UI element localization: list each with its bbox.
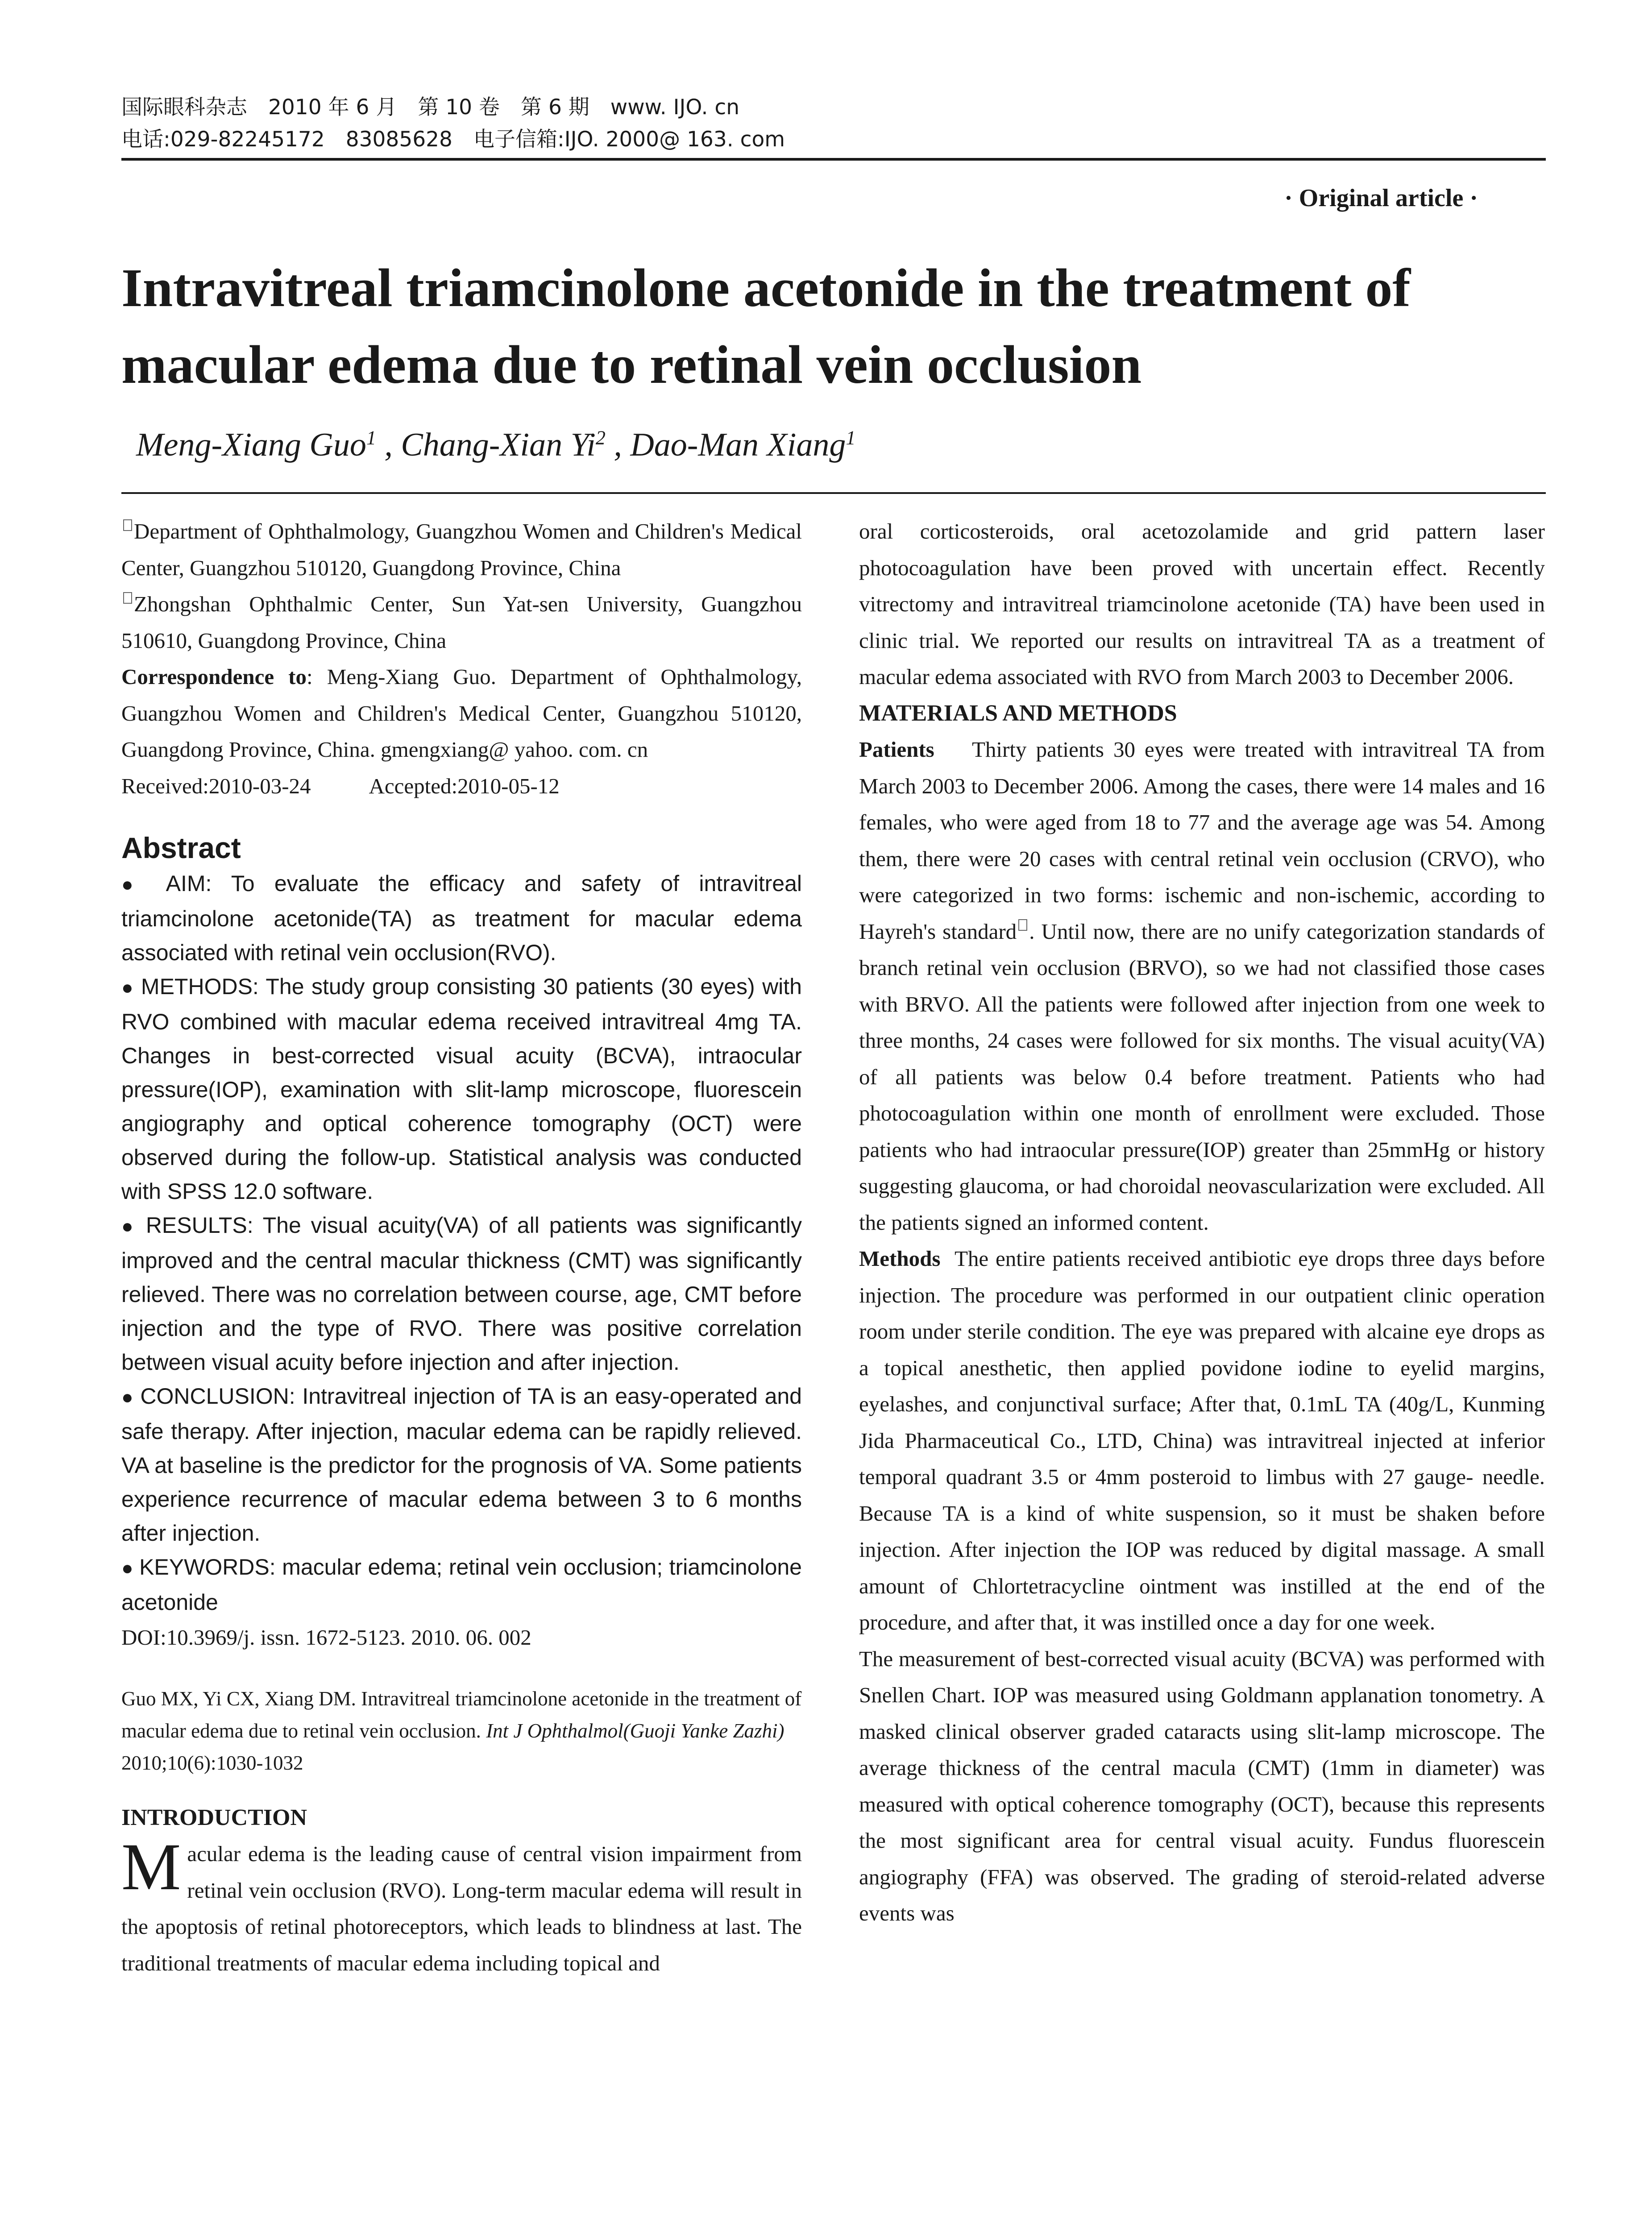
- materials-methods-heading: MATERIALS AND METHODS: [859, 700, 1177, 726]
- abstract-methods: ● METHODS: The study group consisting 30 patients (30 eyes) with RVO combined with macular edema received intravitreal 4mg TA. Changes in best-corrected visual acuity (BCVA), intraocular pressure(IOP), examination with slit-lamp microscope, fluorescein angiography and optical coherence tomography (OCT) were observed during the follow-up. Statistical analysis was conducted with SPSS 12.0 software.: [121, 974, 802, 1204]
- citation: Guo MX, Yi CX, Xiang DM. Intravitreal triamcinolone acetonide in the treatment of macular edema due to retinal vein occlusion. Int J Ophthalmol(Guoji Yanke Zazhi) 2010;10(6):1030-1032: [121, 1687, 802, 1774]
- author-affiliation-mark: 1: [366, 427, 376, 449]
- author-name: Dao-Man Xiang: [630, 427, 846, 463]
- bullet-icon: ●: [121, 977, 141, 999]
- bullet-icon: ●: [121, 1557, 140, 1579]
- abstract-keywords: ● KEYWORDS: macular edema; retinal vein occlusion; triamcinolone acetonide: [121, 1555, 802, 1615]
- right-column: [859, 513, 1545, 1932]
- author-name: Chang-Xian Yi: [401, 427, 596, 463]
- reference-marker-icon: [1018, 919, 1027, 931]
- affiliation-marker-icon: [123, 592, 132, 604]
- journal-header-line1: 国际眼科杂志 2010 年 6 月 第 10 卷 第 6 期 www. IJO. cn: [121, 95, 740, 120]
- abstract-aim: ● AIM: To evaluate the efficacy and safety of intravitreal triamcinolone acetonide(TA) as treatment for macular edema associated with retinal vein occlusion(RVO).: [121, 871, 802, 965]
- journal-header-line2: 电话:029-82245172 83085628 电子信箱:IJO. 2000@ 163. com: [121, 127, 785, 152]
- correspondence-label: Correspondence to: [121, 664, 307, 689]
- methods-label: Methods: [859, 1246, 941, 1271]
- article-type-label: · Original article ·: [1284, 184, 1478, 212]
- drop-cap: M: [121, 1830, 181, 1904]
- received-date: Received:2010-03-24: [121, 773, 311, 798]
- methods-paragraph: Methods The entire patients received antibiotic eye drops three days before injection. The procedure was performed in our outpatient clinic operation room under sterile condition. The eye was prepared with alcaine eye drops as a topical anesthetic, then applied povidone iodine to eyelid margins, eyelashes, and conjunctival surface; After that, 0.1mL TA (40g/L, Kunming Jida Pharmaceutical Co., LTD, China) was intravitreal injected at inferior temporal quadrant 3.5 or 4mm posteroid to limbus with 27 gauge- needle. Because TA is a kind of white suspension, so it must be shaken before injection. After injection the IOP was reduced by digital massage. A small amount of Chlortetracycline ointment was instilled at the end of the procedure, and after that, it was instilled once a day for one week.: [859, 1246, 1545, 1634]
- bullet-icon: ●: [121, 874, 166, 896]
- affiliation-1: Department of Ophthalmology, Guangzhou Women and Children's Medical Center, Guangzhou 510120, Guangdong Province, China: [121, 519, 802, 580]
- introduction-text: Macular edema is the leading cause of central vision impairment from retinal vein occlusion (RVO). Long-term macular edema will result in the apoptosis of retinal photoreceptors, which leads to blindness at last. The traditional treatments of macular edema including topical and: [121, 1830, 802, 1975]
- abstract-results: ● RESULTS: The visual acuity(VA) of all patients was significantly improved and the central macular thickness (CMT) was significantly relieved. There was no correlation between course, age, CMT before injection and the type of RVO. There was positive correlation between visual acuity before injection and after injection.: [121, 1213, 802, 1375]
- bullet-icon: ●: [121, 1215, 146, 1237]
- measurement-paragraph: The measurement of best-corrected visual acuity (BCVA) was performed with Snellen Chart. IOP was measured using Goldmann applanation tonometry. A masked clinical observer graded cataracts using slit-lamp microscope. The average thickness of the central macula (CMT) (1mm in diameter) was measured with optical coherence tomography (OCT), because this represents the most significant area for central visual acuity. Fundus fluorescein angiography (FFA) was observed. The grading of steroid-related adverse events was: [859, 1646, 1545, 1925]
- doi: DOI:10.3969/j. issn. 1672-5123. 2010. 06. 002: [121, 1625, 531, 1650]
- abstract-heading: Abstract: [121, 831, 241, 864]
- correspondence: [121, 659, 802, 768]
- left-column: [121, 513, 802, 1981]
- dates: [121, 768, 802, 804]
- affiliation-2: Zhongshan Ophthalmic Center, Sun Yat-sen University, Guangzhou 510610, Guangdong Province, China: [121, 592, 802, 653]
- patients-label: Patients: [859, 737, 934, 762]
- patients-paragraph: Patients Thirty patients 30 eyes were treated with intravitreal TA from March 2003 to December 2006. Among the cases, there were 14 males and 16 females, who were aged from 18 to 77 and the average age was 54. Among them, there were 20 cases with central retinal vein occlusion (CRVO), who were categorized in two forms: ischemic and non-ischemic, according to Hayreh's standard . Until now, there are no unify categorization standards of branch retinal vein occlusion (BRVO), so we had not classified those cases with BRVO. All the patients were followed after injection from one week to three months, 24 cases were followed for six months. The visual acuity(VA) of all patients was below 0.4 before treatment. Patients who had photocoagulation within one month of enrollment were excluded. Those patients who had intraocular pressure(IOP) greater than 25mmHg or history suggesting glaucoma, or had choroidal neovascularization were excluded. All the patients signed an informed content.: [859, 737, 1545, 1235]
- author-separator: ,: [376, 427, 401, 463]
- bullet-icon: ●: [121, 1386, 141, 1408]
- author-name: Meng-Xiang Guo: [136, 427, 366, 463]
- accepted-date: Accepted:2010-05-12: [369, 773, 560, 798]
- citation-ref: 2010;10(6):1030-1032: [121, 1751, 303, 1774]
- author-affiliation-mark: 1: [846, 427, 856, 449]
- abstract-conclusion: ● CONCLUSION: Intravitreal injection of TA is an easy-operated and safe therapy. After injection, macular edema can be rapidly relieved. VA at baseline is the predictor for the prognosis of VA. Some patients experience recurrence of macular edema between 3 to 6 months after injection.: [121, 1384, 802, 1546]
- article-title: Intravitreal triamcinolone acetonide in the treatment of macular edema due to retinal vein occlusion: [121, 258, 1411, 395]
- title-rule: [121, 492, 1546, 494]
- correspondence-text: : Meng-Xiang Guo. Department of Ophthalmology, Guangzhou Women and Children's Medical Center, Guangzhou 510120, Guangdong Province, China. gmengxiang@ yahoo. com. cn: [121, 664, 802, 762]
- header-rule: [121, 158, 1546, 161]
- author-separator: ,: [605, 427, 631, 463]
- affiliation-marker-icon: [123, 519, 132, 531]
- author-affiliation-mark: 2: [595, 427, 606, 449]
- introduction-heading: INTRODUCTION: [121, 1804, 307, 1830]
- introduction-continued: oral corticosteroids, oral acetozolamide and grid pattern laser photocoagulation have been proved with uncertain effect. Recently vitrectomy and intravitreal triamcinolone acetonide (TA) have been used in clinic trial. We reported our results on intravitreal TA as a treatment of macular edema associated with RVO from March 2003 to December 2006.: [859, 519, 1545, 689]
- author-list: [136, 426, 855, 464]
- citation-journal: Int J Ophthalmol(Guoji Yanke Zazhi): [486, 1719, 784, 1742]
